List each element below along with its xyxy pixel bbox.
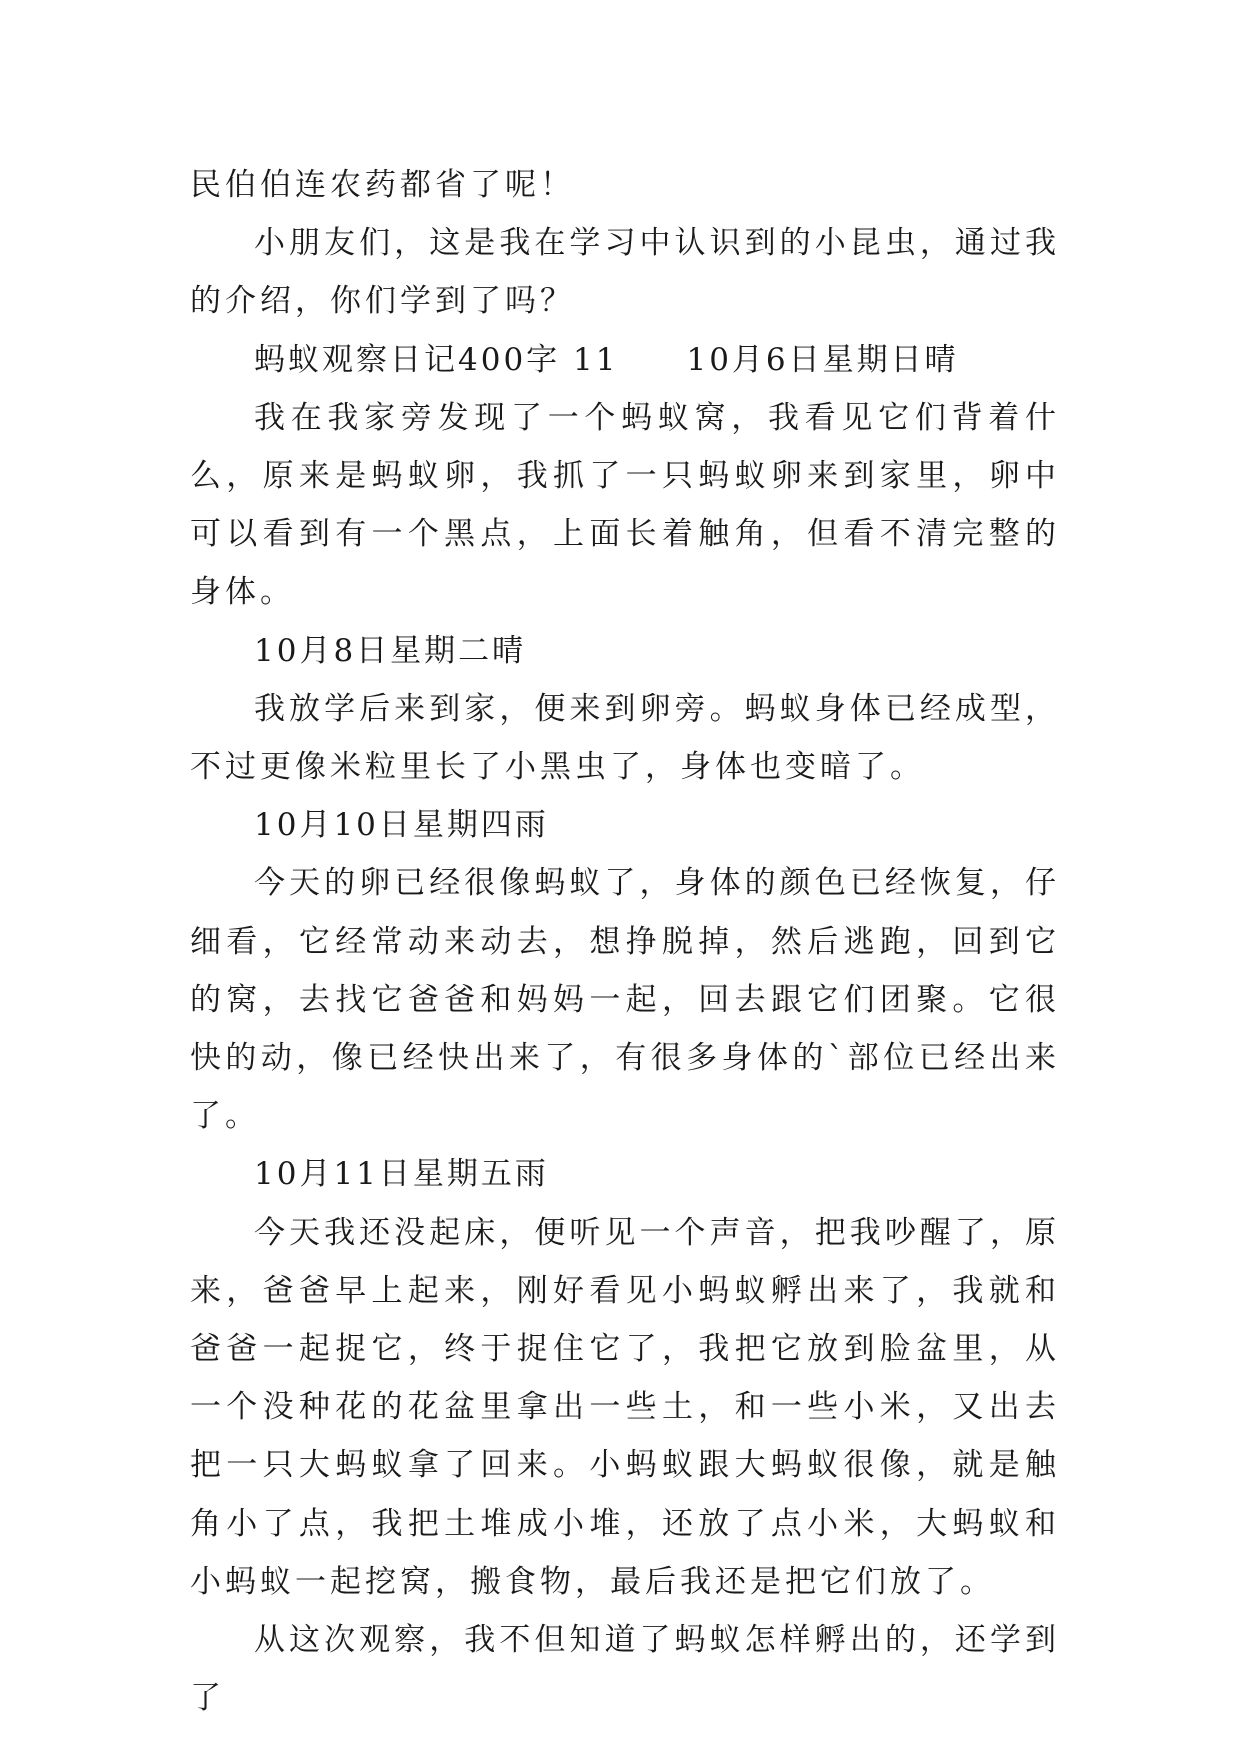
diary-date-4: 10月11日星期五雨	[254, 1156, 549, 1193]
diary-date-3: 10月10日星期四雨	[254, 807, 549, 844]
paragraph-entry-3: 今天的卵已经很像蚂蚁了，身体的颜色已经恢复，仔细看，它经常动来动去，想挣脱掉，然后逃跑，回到它的窝，去找它爸爸和妈妈一起，回去跟它们团聚。它很快的动，像已经快出来了，有很多身体的`部位已经出来了。	[190, 865, 1060, 1135]
paragraph-entry-4: 今天我还没起床，便听见一个声音，把我吵醒了，原来，爸爸早上起来，刚好看见小蚂蚁孵出来了，我就和爸爸一起捉它，终于捉住它了，我把它放到脸盆里，从一个没种花的花盆里拿出一些土，和一些小米，又出去把一只大蚂蚁拿了回来。小蚂蚁跟大蚂蚁很像，就是触角小了点，我把土堆成小堆，还放了点小米，大蚂蚁和小蚂蚁一起挖窝，搬食物，最后我还是把它们放了。	[190, 1214, 1060, 1600]
paragraph-entry-2: 我放学后来到家，便来到卵旁。蚂蚁身体已经成型，不过更像米粒里长了小黑虫了，身体也变暗了。	[190, 690, 1060, 786]
diary-date-2: 10月8日星期二晴	[254, 632, 527, 669]
diary-heading: 蚂蚁观察日记400字 11 10月6日星期日晴	[254, 341, 959, 378]
paragraph-entry-1: 我在我家旁发现了一个蚂蚁窝，我看见它们背着什么，原来是蚂蚁卵，我抓了一只蚂蚁卵来到家里，卵中可以看到有一个黑点，上面长着触角，但看不清完整的身体。	[190, 399, 1060, 611]
paragraph-closing-question: 小朋友们，这是我在学习中认识到的小昆虫，通过我的介绍，你们学到了吗？	[190, 225, 1060, 320]
paragraph-continuation: 民伯伯连农药都省了呢！	[190, 167, 575, 203]
paragraph-conclusion: 从这次观察，我不但知道了蚂蚁怎样孵出的，还学到了	[190, 1622, 1060, 1717]
document-body	[190, 156, 1060, 1727]
